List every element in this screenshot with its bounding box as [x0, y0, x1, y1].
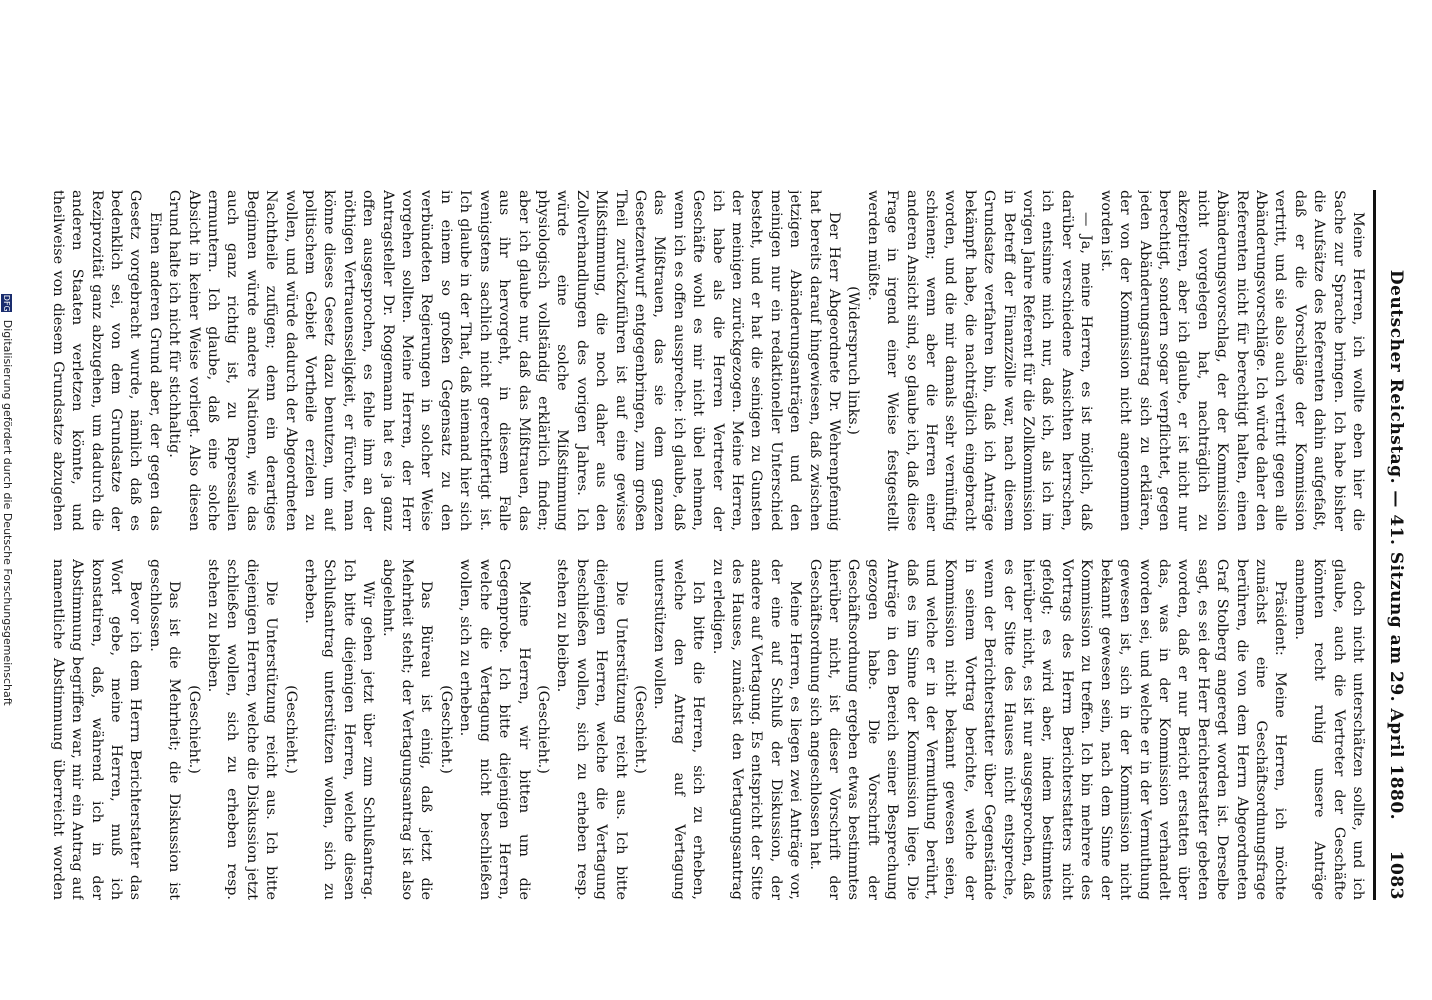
- stage-direction: (Geschieht.): [631, 685, 648, 774]
- paragraph: — Ja, meine Herren, es ist möglich, daß darüber verschiedene Ansichten herrschen, ich entsinne mich nur, daß ich, als ich im vorigen Jahre Referent für die Zollkommission in Betreff der Finanzzölle war, nach diesem Grundsatze verfahren bin, daß ich Anträge bekämpft habe, die nachträglich eingebracht worden, und die mir damals sehr vernünftig schienen; wenn aber die Herren einer anderen Ansicht sind, so glaube ich, daß diese Frage in irgend einer Weise festgestellt werden müßte.: [864, 190, 1095, 531]
- page-title: Deutscher Reichstag. — 41. Sitzung am 29. April 1880.: [1386, 269, 1406, 821]
- digitization-footer: [1, 0, 14, 1000]
- stage-direction: (Widerspruch links.): [845, 286, 862, 435]
- paragraph: Die Unterstützung reicht aus. Ich bitte diejenigen Herren, welche die Vertagung beschließen wollen, sich zu erheben resp. stehen zu bleiben.: [554, 559, 629, 900]
- paragraph: Bevor ich dem Herrn Berichterstatter das Wort gebe, meine Herren, muß ich konstatiren, daß, während ich in der Abstimmung begriffen war, mir ein Antrag auf namentliche Abstimmung überreicht worden: [49, 559, 144, 900]
- paragraph: doch nicht unterschätzen sollte, und ich glaube, auch die Vertreter der Geschäfte könnten recht ruhig unsere Anträge annehmen.: [1291, 559, 1366, 900]
- text-columns: [47, 190, 1367, 900]
- paragraph: Meine Herren, wir bitten um die Gegenprobe. Ich bitte diejenigen Herren, welche die Vertagung nicht beschließen wollen, sich zu erheben.: [457, 559, 532, 900]
- right-column: [47, 559, 1367, 900]
- page-number: 1083: [1386, 850, 1406, 900]
- page-header: [1373, 190, 1414, 900]
- paragraph: Wir gehen jetzt über zum Schlußantrag. Ich bitte diejenigen Herren, welche diesen Schlußantrag unterstützen wollen, sich zu erheben.: [302, 559, 377, 900]
- stage-direction: (Geschieht.): [185, 685, 202, 774]
- paragraph: Meine Herren, ich wollte eben hier die Sache zur Sprache bringen. Ich habe bisher die Aufsätze des Referenten dahin aufgefaßt, daß er die Vorschläge der Kommission vertritt, und sie also auch vertritt gegen alle Abänderungsvorschläge. Ich würde daher den Referenten nicht für berechtigt halten, einen Abänderungsvorschlag, der der Kommission nicht vorgelegen hat, nachträglich zu akzeptiren, aber ich glaube, er ist nicht nur berechtigt, sondern sogar verpflichtet, gegen jeden Abänderungsantrag sich zu erklären, der von der Kommission nicht angenommen worden ist.: [1097, 190, 1366, 531]
- stage-direction: (Geschieht.): [534, 685, 551, 774]
- stage-direction: (Geschieht.): [282, 685, 299, 774]
- paragraph: Meine Herren, es liegen zwei Anträge vor, der eine auf Schluß der Diskussion, der andere auf Vertagung. Es entspricht der Sitte des Hauses, zunächst den Vertagungsantrag zu erledigen.: [709, 559, 804, 900]
- paragraph: Die Unterstützung reicht aus. Ich bitte diejenigen Herren, welche die Diskussion jetzt schließen wollen, sich zu erheben resp. stehen zu bleiben.: [205, 559, 280, 900]
- footer-text: Digitalisierung gefördert durch die Deutsche Forschungsgemeinschaft: [1, 319, 14, 706]
- paragraph: Präsident: Meine Herren, ich möchte zunächst eine Geschäftsordnungsfrage berühren, die von dem Herrn Abgeordneten Graf Stolberg angeregt worden ist. Derselbe sagt, es sei der Herr Berichterstatter gebeten worden, daß er nur Bericht erstatten über das, was in der Kommission verhandelt worden sei, und welche er in der Vermuthung gewesen ist, sich in der Kommission nicht bekannt gewesen sein, nach dem Sinne der Kommission zu treffen. Ich bin mehrere des Vortrags des Herrn Berichterstatters nicht gefolgt; es wird aber, indem bestimmtes hierüber nicht, es ist nur ausgesprochen, daß es der Sitte des Hauses nicht entspreche, wenn der Berichterstatter über Gegenstände in seinem Vortrag berichte, welche der Kommission nicht bekannt gewesen seien, und welche er in der Vermuthung berührt, daß es im Sinne der Kommission liege. Die Anträge in den Bereich seiner Besprechung gezogen habe. Die Vorschrift der Geschäftsordnung ergeben etwas bestimmtes hierüber nicht, ist dieser Vorschrift der Geschäftsordnung sich angeschlossen hat.: [806, 559, 1289, 900]
- paragraph: Ich bitte die Herren, sich zu erheben, welche den Antrag auf Vertagung unterstützen wollen.: [651, 559, 707, 900]
- paragraph: Einen anderen Grund aber, der gegen das Gesetz vorgebracht wurde, nämlich daß es bedenklich sei, von dem Grundsatze der Reziprozität ganz abzugehen, um dadurch die anderen Staaten verletzen könnte, und theilweise von diesem Grundsatze abzugehen: [49, 190, 163, 531]
- paragraph: Das ist die Mehrheit; die Diskussion ist geschlossen.: [146, 559, 183, 900]
- stage-direction: (Geschieht.): [437, 685, 454, 774]
- paragraph: Der Herr Abgeordnete Dr. Wehrenpfennig hat bereits darauf hingewiesen, daß zwischen jetzigen Abänderungsanträgen und den meinigen nur ein redaktioneller Unterschied besteht, und er hat die seinigen zu Gunsten der meinigen zurückgezogen. Meine Herren, ich habe als die Herren Vertreter der Geschäfte wohl es mir nicht übel nehmen, wenn ich es offen ausspreche: ich glaube, daß das Mißtrauen, das sie dem ganzen Gesetzentwurf entgegenbringen, zum großen Theil zurückzuführen ist auf eine gewisse Mißstimmung, die noch daher aus den Zollverhandlungen des vorigen Jahres. Ich würde eine solche Mißstimmung physiologisch vollständig erklärlich finden; aber ich glaube nur, daß das Mißtrauen, das aus ihr hervorgeht, in diesem Falle wenigstens sachlich nicht gerechtfertigt ist. Ich glaube in der That, daß niemand hier sich in einem so großen Gegensatz zu den verbündeten Regierungen in solcher Weise vorgehen sollten. Meine Herren, der Herr Antragsteller Dr. Roggemann hat es ja ganz offen ausgesprochen, es fehle ihm an der nöthigen Vertrauensseligkeit, er fürchte, man könne dieses Gesetz dazu benutzen, um auf politischem Gebiet Vortheile erzielen zu wollen, und würde dadurch der Abgeordneten Nachtheile zufügen; denn ein derartiges Beginnen würde andere Nationen, wie das auch ganz richtig ist, zu Repressalien ermuntern. Ich glaube, daß eine solche Absicht in keiner Weise vorliegt. Also diesen Grund halte ich nicht für stichhaltig.: [166, 190, 843, 531]
- dfg-logo: DFG: [2, 294, 12, 312]
- left-column: [47, 190, 1367, 531]
- paragraph: Das Büreau ist einig, daß jetzt die Mehrheit steht; der Vertagungsantrag ist also abgelehnt.: [379, 559, 435, 900]
